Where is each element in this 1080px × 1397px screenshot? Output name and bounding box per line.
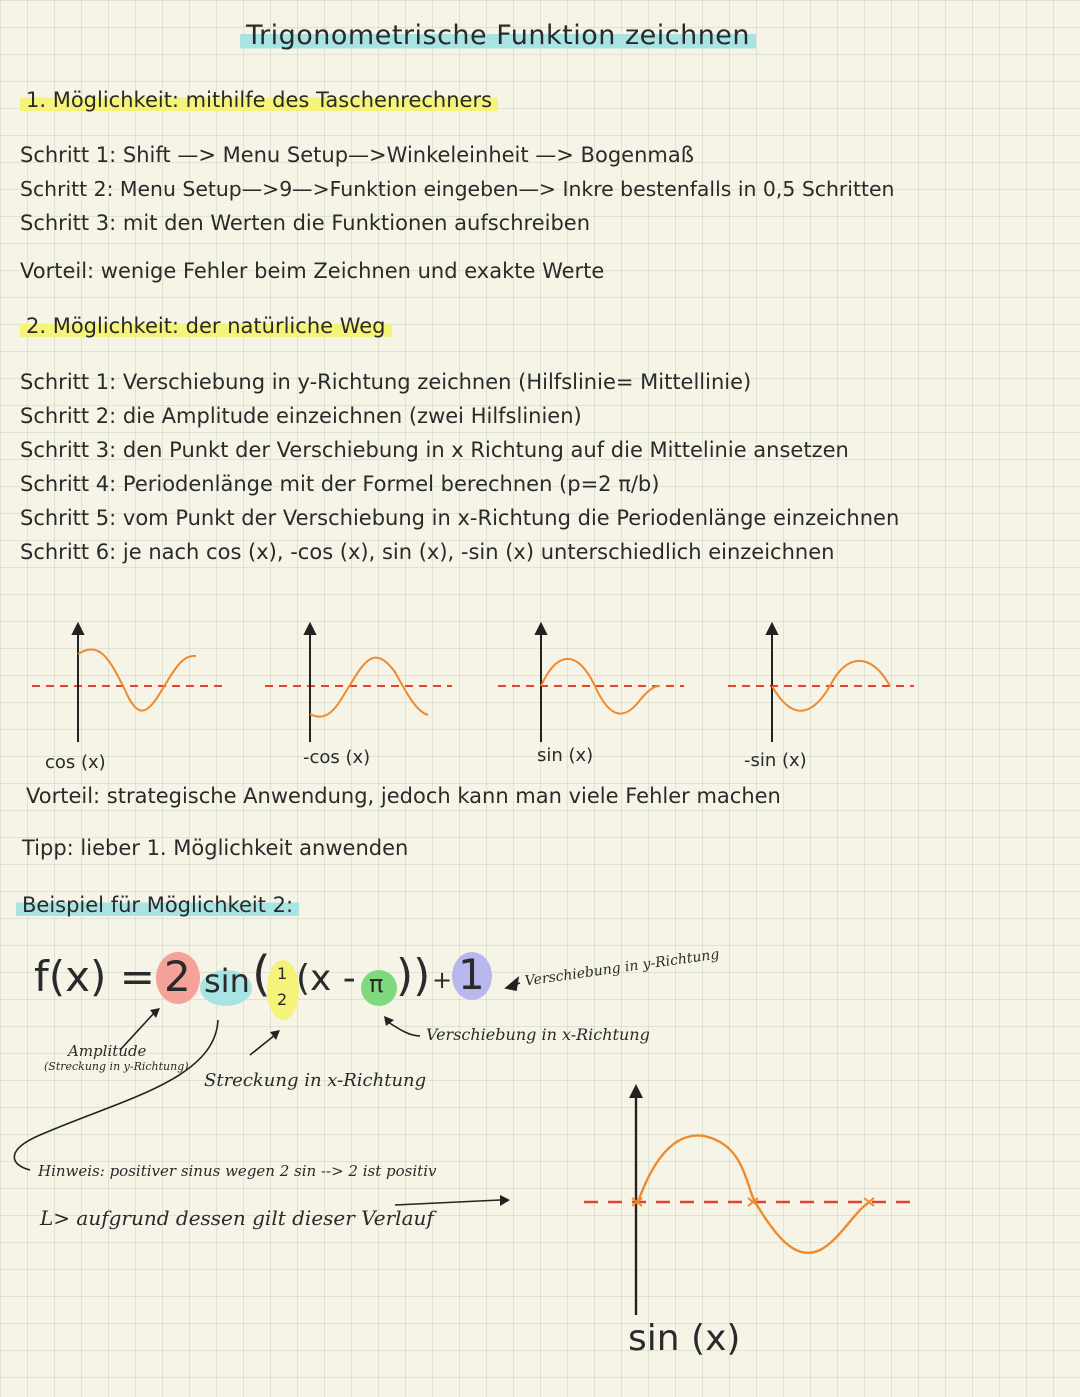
note-stretch-x: Streckung in x-Richtung (204, 1070, 427, 1091)
section1-advantage: Vorteil: wenige Fehler beim Zeichnen und exakte Werte (20, 259, 605, 283)
note-hint: Hinweis: positiver sinus wegen 2 sin --> 2 ist positiv (38, 1162, 437, 1180)
graph-label-neg-cos: -cos (x) (303, 747, 371, 768)
section2-step-6: Schritt 6: je nach cos (x), -cos (x), sin (x), -sin (x) unterschiedlich einzeichnen (20, 540, 835, 564)
formula-shift: 1 (458, 950, 485, 999)
graph-label-sin: sin (x) (537, 745, 594, 766)
section2-step-4: Schritt 4: Periodenlänge mit der Formel berechnen (p=2 π/b) (20, 472, 660, 496)
section1-step-2: Schritt 2: Menu Setup—>9—>Funktion eingeben—> Inkre bestenfalls in 0,5 Schritten (20, 177, 895, 201)
formula-close: )) (396, 950, 431, 1001)
section1-heading: 1. Möglichkeit: mithilfe des Taschenrechners (20, 88, 498, 112)
example-curve (638, 1135, 870, 1252)
formula-inner: (x - (296, 958, 356, 999)
formula-fx: f(x) = (34, 952, 155, 1001)
formula-frac-num: 1 (277, 964, 288, 983)
section2-step-5: Schritt 5: vom Punkt der Verschiebung in x-Richtung die Periodenlänge einzeichnen (20, 506, 900, 530)
formula-sin: sin (204, 962, 250, 1000)
note-conclusion: L> aufgrund dessen gilt dieser Verlauf (40, 1206, 434, 1230)
section2-step-1: Schritt 1: Verschiebung in y-Richtung zeichnen (Hilfslinie= Mittellinie) (20, 370, 752, 394)
note-amplitude-sub: (Streckung in y-Richtung) (44, 1060, 189, 1073)
section2-step-3: Schritt 3: den Punkt der Verschiebung in x Richtung auf die Mittelinie ansetzen (20, 438, 849, 462)
section2-advantage: Vorteil: strategische Anwendung, jedoch kann man viele Fehler machen (26, 784, 781, 808)
section2-heading: 2. Möglichkeit: der natürliche Weg (20, 314, 392, 338)
formula-pi: π (369, 970, 384, 998)
formula-amplitude: 2 (164, 952, 191, 1001)
graph-label-neg-sin: -sin (x) (744, 750, 807, 771)
section2-tip: Tipp: lieber 1. Möglichkeit anwenden (22, 836, 409, 860)
example-heading: Beispiel für Möglichkeit 2: (16, 893, 299, 917)
section1-step-3: Schritt 3: mit den Werten die Funktionen aufschreiben (20, 211, 591, 235)
formula-plus: + (432, 966, 453, 994)
example-graph-label: sin (x) (628, 1318, 741, 1359)
graph-label-cos: cos (x) (45, 752, 106, 773)
page-title: Trigonometrische Funktion zeichnen (240, 20, 756, 51)
formula-paren-open: ( (252, 946, 271, 1002)
note-y-shift: Verschiebung in y-Richtung (523, 946, 721, 990)
section2-step-2: Schritt 2: die Amplitude einzeichnen (zwei Hilfslinien) (20, 404, 582, 428)
section1-step-1: Schritt 1: Shift —> Menu Setup—>Winkeleinheit —> Bogenmaß (20, 143, 694, 167)
note-x-shift: Verschiebung in x-Richtung (426, 1025, 650, 1044)
formula-frac-den: 2 (277, 990, 288, 1009)
note-amplitude: Amplitude (68, 1042, 147, 1060)
